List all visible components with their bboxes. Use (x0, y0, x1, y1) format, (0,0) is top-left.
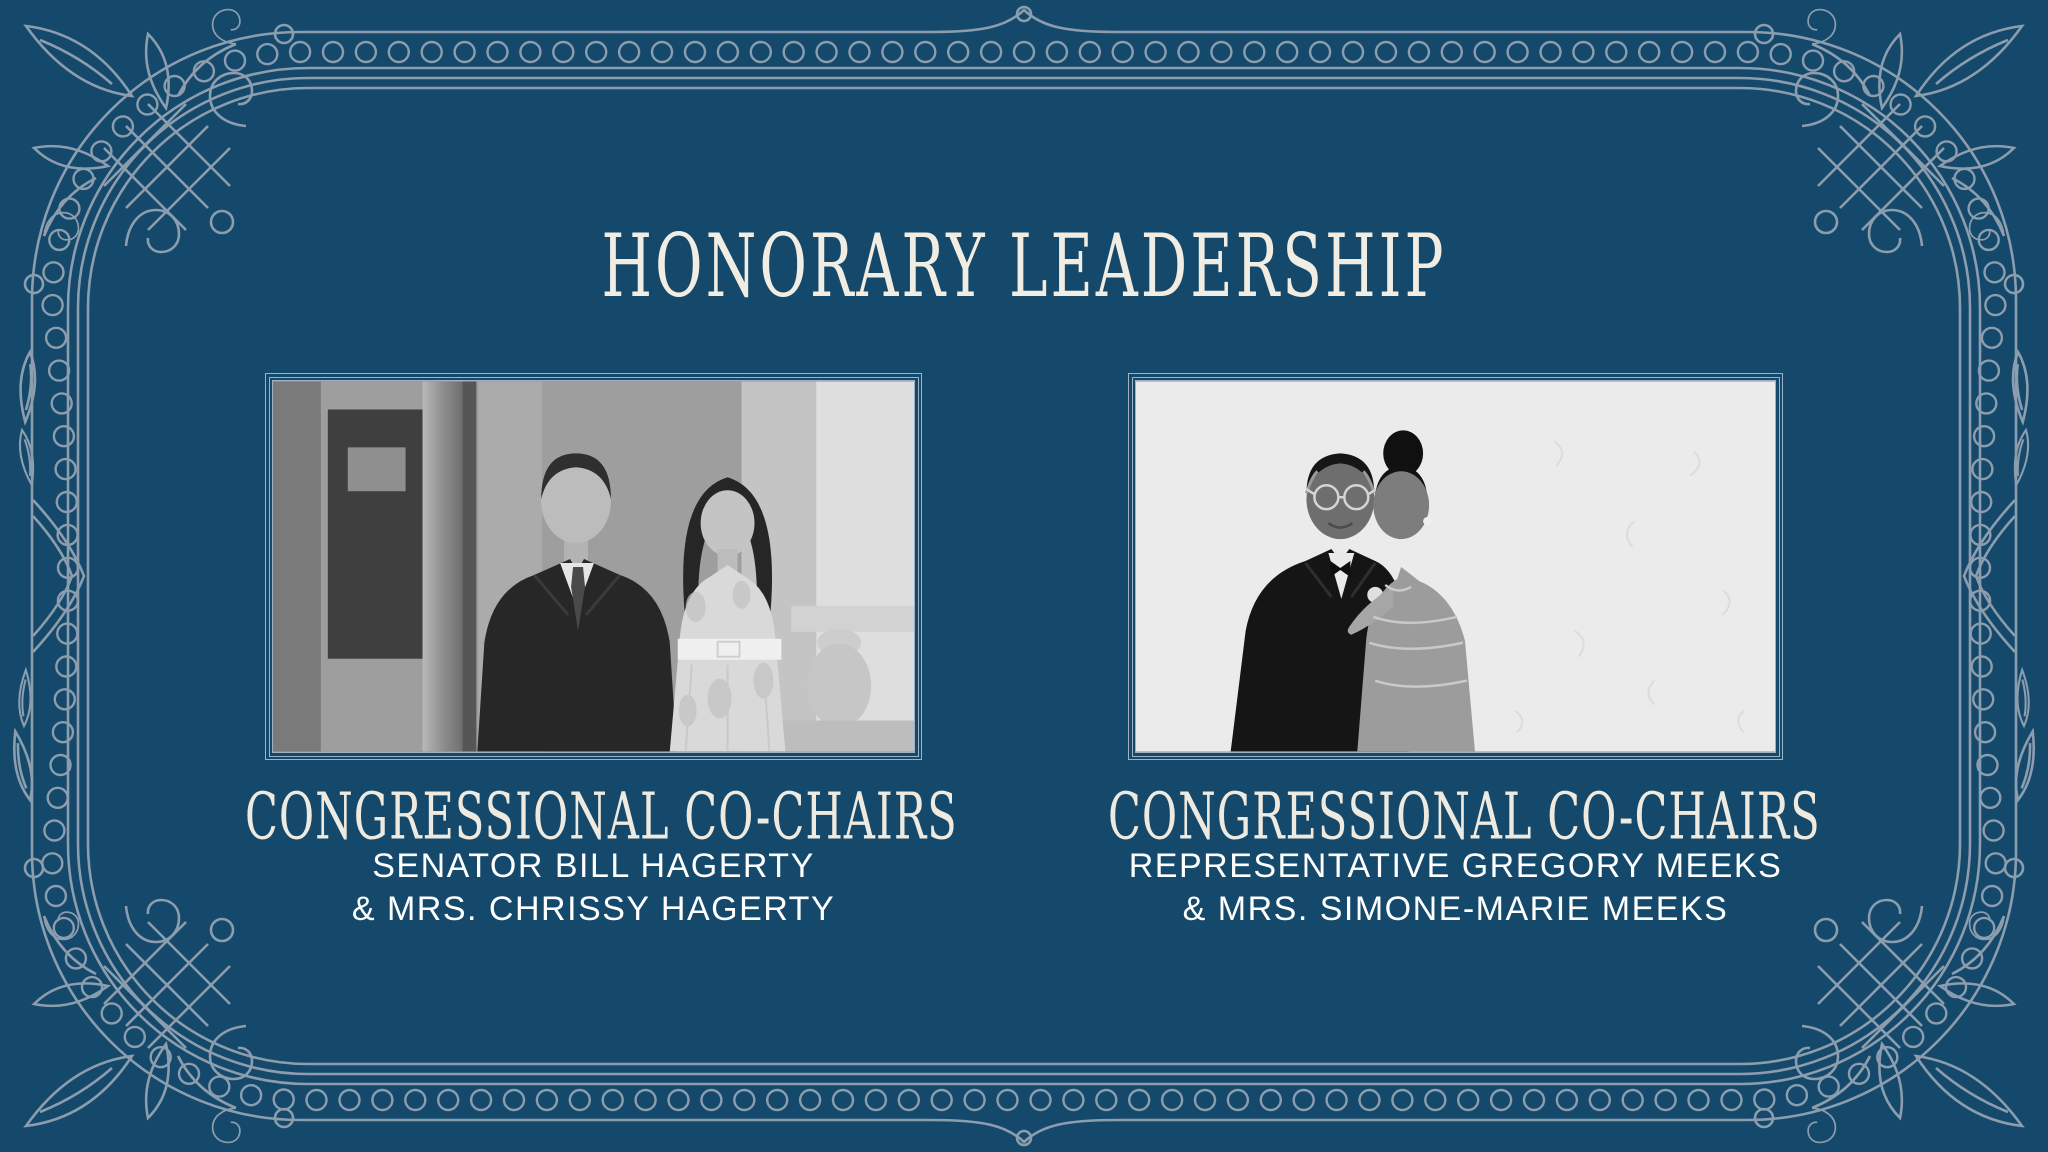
page-title: HONORARY LEADERSHIP (601, 215, 1447, 317)
role-heading: CONGRESSIONAL CO-CHAIRS (245, 780, 958, 855)
photo-frame (265, 373, 922, 760)
names-block (245, 845, 942, 931)
photo-hagerty (273, 381, 914, 752)
name-line: & MRS. CHRISSY HAGERTY (351, 890, 836, 928)
name-line: SENATOR BILL HAGERTY (372, 847, 815, 885)
photo-frame (1128, 373, 1783, 760)
co-chair-card-hagerty (265, 373, 922, 760)
caption-hagerty (245, 780, 958, 931)
name-line: REPRESENTATIVE GREGORY MEEKS (1128, 847, 1783, 885)
caption-meeks (1108, 780, 1821, 931)
names-block (1108, 845, 1803, 931)
co-chair-card-meeks (1128, 373, 1783, 760)
photo-meeks (1136, 381, 1775, 752)
name-line: & MRS. SIMONE-MARIE MEEKS (1182, 890, 1729, 928)
role-heading: CONGRESSIONAL CO-CHAIRS (1108, 780, 1821, 855)
